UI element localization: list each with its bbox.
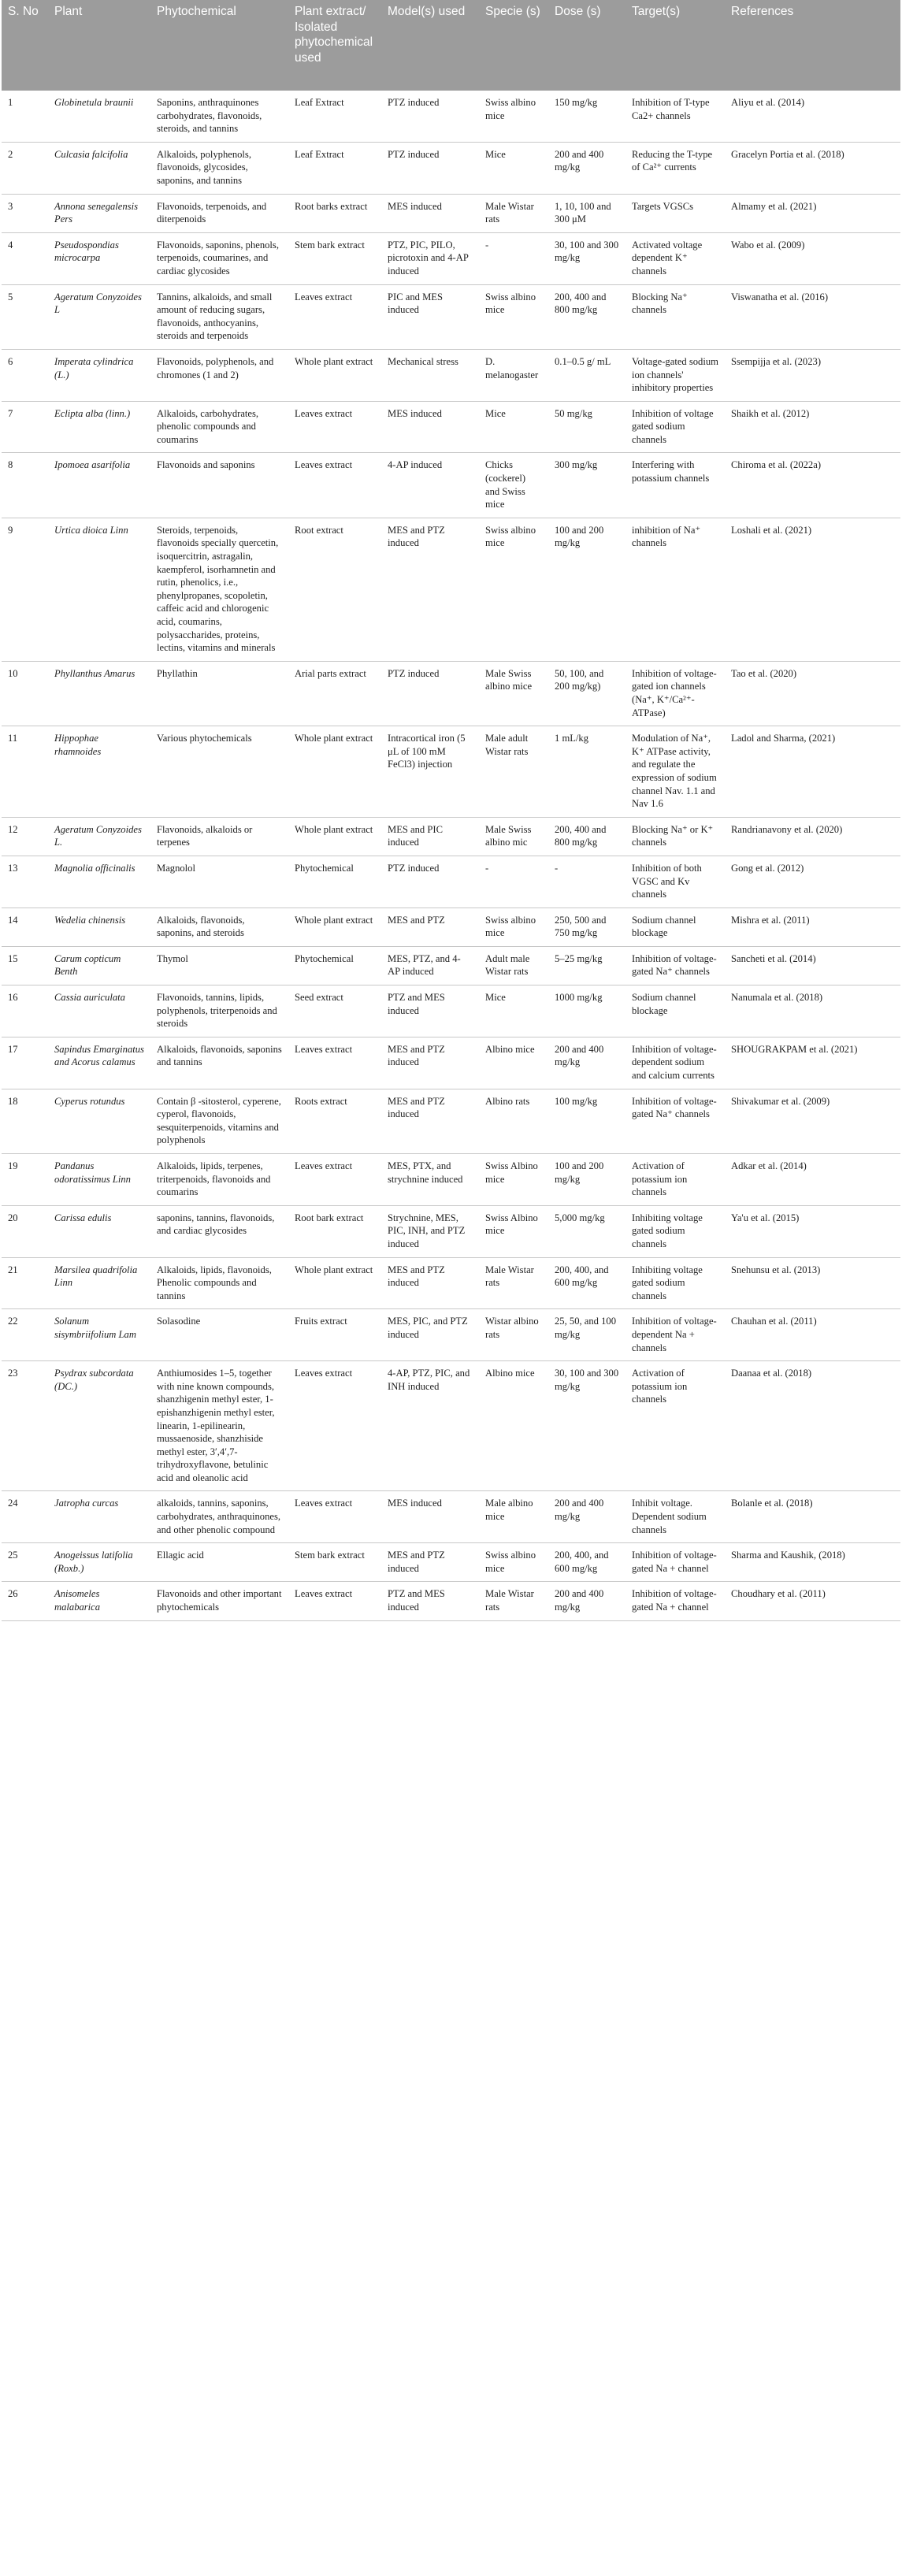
cell-model: Strychnine, MES, PIC, INH, and PTZ induced	[381, 1205, 479, 1257]
cell-phytochemical: Solasodine	[150, 1309, 288, 1361]
cell-references: Chiroma et al. (2022a)	[725, 453, 900, 518]
cell-plant: Anisomeles malabarica	[48, 1582, 150, 1620]
cell-extract: Phytochemical	[288, 856, 381, 908]
cell-plant: Annona senegalensis Pers	[48, 194, 150, 232]
cell-model: PTZ induced	[381, 661, 479, 726]
cell-model: MES induced	[381, 194, 479, 232]
table-row	[2, 1205, 900, 1257]
cell-extract: Roots extract	[288, 1089, 381, 1153]
cell-phytochemical: saponins, tannins, flavonoids, and cardiac glycosides	[150, 1205, 288, 1257]
cell-species: Mice	[479, 401, 548, 453]
cell-phytochemical: Alkaloids, lipids, flavonoids, Phenolic compounds and tannins	[150, 1257, 288, 1309]
table-row	[2, 908, 900, 946]
cell-plant: Carum copticum Benth	[48, 946, 150, 985]
table-row	[2, 1257, 900, 1309]
cell-target: Blocking Na⁺ channels	[625, 284, 725, 349]
cell-species: Albino mice	[479, 1361, 548, 1491]
cell-target: Inhibition of voltage-dependent Na + channels	[625, 1309, 725, 1361]
cell-target: Voltage-gated sodium ion channels' inhibitory properties	[625, 349, 725, 401]
cell-plant: Pseudospondias microcarpa	[48, 232, 150, 284]
cell-plant: Anogeissus latifolia (Roxb.)	[48, 1543, 150, 1582]
table-row	[2, 1154, 900, 1206]
cell-plant: Pandanus odoratissimus Linn	[48, 1154, 150, 1206]
cell-extract: Leaves extract	[288, 284, 381, 349]
cell-references: Viswanatha et al. (2016)	[725, 284, 900, 349]
table-row	[2, 194, 900, 232]
table-row	[2, 726, 900, 818]
cell-extract: Fruits extract	[288, 1309, 381, 1361]
cell-extract: Leaves extract	[288, 401, 381, 453]
cell-target: inhibition of Na⁺ channels	[625, 518, 725, 661]
cell-target: Inhibition of voltage-gated Na + channel	[625, 1543, 725, 1582]
cell-target: Activated voltage dependent K⁺ channels	[625, 232, 725, 284]
cell-model: MES, PIC, and PTZ induced	[381, 1309, 479, 1361]
cell-species: Male Wistar rats	[479, 1582, 548, 1620]
cell-references: Gracelyn Portia et al. (2018)	[725, 142, 900, 194]
cell-dose: 25, 50, and 100 mg/kg	[548, 1309, 625, 1361]
cell-references: Bolanle et al. (2018)	[725, 1491, 900, 1543]
cell-references: Ya'u et al. (2015)	[725, 1205, 900, 1257]
cell-target: Inhibition of voltage-gated ion channels (Na⁺, K⁺/Ca²⁺-ATPase)	[625, 661, 725, 726]
table-row	[2, 401, 900, 453]
cell-sno: 25	[2, 1543, 48, 1582]
cell-references: Chauhan et al. (2011)	[725, 1309, 900, 1361]
cell-target: Inhibition of voltage-dependent sodium and calcium currents	[625, 1037, 725, 1089]
cell-sno: 12	[2, 817, 48, 856]
cell-species: -	[479, 856, 548, 908]
cell-model: PIC and MES induced	[381, 284, 479, 349]
cell-species: Swiss albino mice	[479, 518, 548, 661]
cell-dose: 200 and 400 mg/kg	[548, 1582, 625, 1620]
cell-target: Sodium channel blockage	[625, 908, 725, 946]
cell-dose: 0.1–0.5 g/ mL	[548, 349, 625, 401]
cell-plant: Magnolia officinalis	[48, 856, 150, 908]
cell-extract: Leaves extract	[288, 1037, 381, 1089]
cell-plant: Ageratum Conyzoides L	[48, 284, 150, 349]
cell-sno: 3	[2, 194, 48, 232]
cell-target: Inhibiting voltage gated sodium channels	[625, 1257, 725, 1309]
cell-model: PTZ induced	[381, 142, 479, 194]
cell-references: Adkar et al. (2014)	[725, 1154, 900, 1206]
table-row	[2, 232, 900, 284]
cell-dose: 200, 400 and 800 mg/kg	[548, 284, 625, 349]
cell-phytochemical: alkaloids, tannins, saponins, carbohydrates, anthraquinones, and other phenolic compound	[150, 1491, 288, 1543]
cell-references: Sharma and Kaushik, (2018)	[725, 1543, 900, 1582]
cell-species: Adult male Wistar rats	[479, 946, 548, 985]
cell-dose: 50 mg/kg	[548, 401, 625, 453]
cell-dose: 1 mL/kg	[548, 726, 625, 818]
table-row	[2, 284, 900, 349]
cell-sno: 14	[2, 908, 48, 946]
cell-model: MES induced	[381, 401, 479, 453]
table-row	[2, 985, 900, 1037]
cell-sno: 22	[2, 1309, 48, 1361]
cell-model: MES and PIC induced	[381, 817, 479, 856]
cell-phytochemical: Contain β -sitosterol, cyperene, cyperol, flavonoids, sesquiterpenoids, vitamins and polyphenols	[150, 1089, 288, 1153]
cell-references: Nanumala et al. (2018)	[725, 985, 900, 1037]
cell-sno: 19	[2, 1154, 48, 1206]
cell-dose: 200, 400 and 800 mg/kg	[548, 817, 625, 856]
cell-extract: Leaves extract	[288, 1154, 381, 1206]
cell-model: MES induced	[381, 1491, 479, 1543]
header-sno: S. No	[2, 0, 48, 91]
cell-extract: Whole plant extract	[288, 817, 381, 856]
cell-plant: Marsilea quadrifolia Linn	[48, 1257, 150, 1309]
cell-target: Inhibit voltage. Dependent sodium channels	[625, 1491, 725, 1543]
cell-target: Activation of potassium ion channels	[625, 1361, 725, 1491]
cell-extract: Whole plant extract	[288, 349, 381, 401]
cell-model: MES, PTX, and strychnine induced	[381, 1154, 479, 1206]
table-row	[2, 142, 900, 194]
cell-model: PTZ and MES induced	[381, 1582, 479, 1620]
cell-references: Tao et al. (2020)	[725, 661, 900, 726]
cell-references: Randrianavony et al. (2020)	[725, 817, 900, 856]
cell-plant: Imperata cylindrica (L.)	[48, 349, 150, 401]
cell-species: Swiss albino mice	[479, 91, 548, 142]
cell-dose: 50, 100, and 200 mg/kg)	[548, 661, 625, 726]
table-row	[2, 856, 900, 908]
cell-sno: 20	[2, 1205, 48, 1257]
cell-sno: 6	[2, 349, 48, 401]
cell-sno: 4	[2, 232, 48, 284]
cell-dose: 300 mg/kg	[548, 453, 625, 518]
cell-dose: -	[548, 856, 625, 908]
cell-plant: Wedelia chinensis	[48, 908, 150, 946]
cell-references: Wabo et al. (2009)	[725, 232, 900, 284]
cell-sno: 5	[2, 284, 48, 349]
cell-dose: 5,000 mg/kg	[548, 1205, 625, 1257]
cell-plant: Cassia auriculata	[48, 985, 150, 1037]
cell-target: Inhibiting voltage gated sodium channels	[625, 1205, 725, 1257]
cell-species: -	[479, 232, 548, 284]
cell-model: PTZ, PIC, PILO, picrotoxin and 4-AP induced	[381, 232, 479, 284]
cell-references: Sancheti et al. (2014)	[725, 946, 900, 985]
cell-references: Ladol and Sharma, (2021)	[725, 726, 900, 818]
table-row	[2, 518, 900, 661]
cell-references: Gong et al. (2012)	[725, 856, 900, 908]
cell-phytochemical: Magnolol	[150, 856, 288, 908]
table-row	[2, 817, 900, 856]
cell-references: Loshali et al. (2021)	[725, 518, 900, 661]
cell-sno: 16	[2, 985, 48, 1037]
cell-model: MES and PTZ induced	[381, 1037, 479, 1089]
cell-model: MES and PTZ induced	[381, 518, 479, 661]
cell-dose: 30, 100 and 300 mg/kg	[548, 1361, 625, 1491]
cell-dose: 100 and 200 mg/kg	[548, 518, 625, 661]
cell-extract: Phytochemical	[288, 946, 381, 985]
cell-model: 4-AP induced	[381, 453, 479, 518]
table-row	[2, 1491, 900, 1543]
cell-dose: 200 and 400 mg/kg	[548, 1037, 625, 1089]
cell-target: Reducing the T-type of Ca²⁺ currents	[625, 142, 725, 194]
cell-sno: 2	[2, 142, 48, 194]
cell-references: Shivakumar et al. (2009)	[725, 1089, 900, 1153]
cell-model: MES and PTZ induced	[381, 1089, 479, 1153]
cell-plant: Jatropha curcas	[48, 1491, 150, 1543]
cell-plant: Urtica dioica Linn	[48, 518, 150, 661]
table-row	[2, 1089, 900, 1153]
cell-target: Inhibition of T-type Ca2+ channels	[625, 91, 725, 142]
header-references: References	[725, 0, 900, 91]
cell-model: MES and PTZ induced	[381, 1257, 479, 1309]
cell-target: Modulation of Na⁺, K⁺ ATPase activity, and regulate the expression of sodium channel Nav. 1.1 and Nav 1.6	[625, 726, 725, 818]
cell-sno: 13	[2, 856, 48, 908]
cell-phytochemical: Flavonoids, saponins, phenols, terpenoids, coumarines, and cardiac glycosides	[150, 232, 288, 284]
cell-references: SHOUGRAKPAM et al. (2021)	[725, 1037, 900, 1089]
cell-sno: 11	[2, 726, 48, 818]
cell-plant: Psydrax subcordata (DC.)	[48, 1361, 150, 1491]
cell-extract: Stem bark extract	[288, 232, 381, 284]
table-row	[2, 349, 900, 401]
cell-sno: 18	[2, 1089, 48, 1153]
cell-target: Blocking Na⁺ or K⁺ channels	[625, 817, 725, 856]
cell-dose: 200, 400, and 600 mg/kg	[548, 1543, 625, 1582]
cell-plant: Hippophae rhamnoides	[48, 726, 150, 818]
cell-extract: Leaves extract	[288, 1491, 381, 1543]
cell-model: 4-AP, PTZ, PIC, and INH induced	[381, 1361, 479, 1491]
cell-species: Swiss Albino mice	[479, 1154, 548, 1206]
table-body	[2, 91, 900, 1620]
cell-extract: Root barks extract	[288, 194, 381, 232]
table-row	[2, 1037, 900, 1089]
cell-extract: Leaves extract	[288, 1361, 381, 1491]
cell-phytochemical: Ellagic acid	[150, 1543, 288, 1582]
cell-model: PTZ and MES induced	[381, 985, 479, 1037]
cell-phytochemical: Alkaloids, flavonoids, saponins and tannins	[150, 1037, 288, 1089]
cell-extract: Stem bark extract	[288, 1543, 381, 1582]
cell-phytochemical: Flavonoids, terpenoids, and diterpenoids	[150, 194, 288, 232]
cell-dose: 200, 400, and 600 mg/kg	[548, 1257, 625, 1309]
cell-model: PTZ induced	[381, 856, 479, 908]
cell-target: Inhibition of voltage-gated Na⁺ channels	[625, 1089, 725, 1153]
table-row	[2, 1361, 900, 1491]
header-species: Specie (s)	[479, 0, 548, 91]
cell-target: Inhibition of voltage-gated Na + channel	[625, 1582, 725, 1620]
table-row	[2, 1309, 900, 1361]
header-phytochemical: Phytochemical	[150, 0, 288, 91]
cell-phytochemical: Thymol	[150, 946, 288, 985]
cell-plant: Ageratum Conyzoides L.	[48, 817, 150, 856]
cell-target: Targets VGSCs	[625, 194, 725, 232]
cell-phytochemical: Flavonoids, tannins, lipids, polyphenols, triterpenoids and steroids	[150, 985, 288, 1037]
cell-references: Snehunsu et al. (2013)	[725, 1257, 900, 1309]
cell-target: Sodium channel blockage	[625, 985, 725, 1037]
cell-species: Swiss albino mice	[479, 284, 548, 349]
cell-target: Interfering with potassium channels	[625, 453, 725, 518]
cell-plant: Eclipta alba (linn.)	[48, 401, 150, 453]
cell-phytochemical: Tannins, alkaloids, and small amount of reducing sugars, flavonoids, anthocyanins, steroids and terpenoids	[150, 284, 288, 349]
phytochemicals-table	[2, 0, 900, 1621]
cell-sno: 24	[2, 1491, 48, 1543]
cell-species: Albino rats	[479, 1089, 548, 1153]
cell-extract: Whole plant extract	[288, 908, 381, 946]
header-dose: Dose (s)	[548, 0, 625, 91]
cell-sno: 8	[2, 453, 48, 518]
cell-plant: Culcasia falcifolia	[48, 142, 150, 194]
cell-dose: 1000 mg/kg	[548, 985, 625, 1037]
cell-dose: 30, 100 and 300 mg/kg	[548, 232, 625, 284]
cell-phytochemical: Steroids, terpenoids, flavonoids specially quercetin, isoquercitrin, astragalin, kaempferol, isorhamnetin and rutin, phenolics, i.e., phenylpropanes, scopoletin, caffeic acid and chlorogenic acid, coumarins, polysaccharides, proteins, lectins, vitamins and minerals	[150, 518, 288, 661]
table-row	[2, 91, 900, 142]
cell-plant: Phyllanthus Amarus	[48, 661, 150, 726]
cell-dose: 200 and 400 mg/kg	[548, 142, 625, 194]
cell-dose: 250, 500 and 750 mg/kg	[548, 908, 625, 946]
cell-species: Swiss albino mice	[479, 1543, 548, 1582]
table-row	[2, 661, 900, 726]
cell-phytochemical: Saponins, anthraquinones carbohydrates, flavonoids, steroids, and tannins	[150, 91, 288, 142]
cell-target: Activation of potassium ion channels	[625, 1154, 725, 1206]
cell-species: Albino mice	[479, 1037, 548, 1089]
cell-references: Almamy et al. (2021)	[725, 194, 900, 232]
cell-target: Inhibition of voltage-gated Na⁺ channels	[625, 946, 725, 985]
table-row	[2, 1582, 900, 1620]
cell-target: Inhibition of voltage gated sodium channels	[625, 401, 725, 453]
cell-phytochemical: Flavonoids and saponins	[150, 453, 288, 518]
table-header-row	[2, 0, 900, 91]
cell-species: Male adult Wistar rats	[479, 726, 548, 818]
cell-phytochemical: Flavonoids, alkaloids or terpenes	[150, 817, 288, 856]
cell-dose: 5–25 mg/kg	[548, 946, 625, 985]
cell-sno: 17	[2, 1037, 48, 1089]
table-row	[2, 946, 900, 985]
header-extract: Plant extract/ Isolated phytochemical used	[288, 0, 381, 91]
cell-phytochemical: Phyllathin	[150, 661, 288, 726]
cell-model: Intracortical iron (5 μL of 100 mM FeCl3) injection	[381, 726, 479, 818]
header-target: Target(s)	[625, 0, 725, 91]
cell-references: Choudhary et al. (2011)	[725, 1582, 900, 1620]
cell-sno: 23	[2, 1361, 48, 1491]
table-row	[2, 1543, 900, 1582]
cell-phytochemical: Anthiumosides 1–5, together with nine known compounds, shanzhigenin methyl ester, 1-epishanzhigenin methyl ester, linearin, 1-epilinearin, mussaenoside, shanzhiside methyl ester, 3′,4′,7-trihydroxyflavone, betulinic acid and oleanolic acid	[150, 1361, 288, 1491]
cell-species: D. melanogaster	[479, 349, 548, 401]
cell-species: Male Swiss albino mic	[479, 817, 548, 856]
cell-species: Male albino mice	[479, 1491, 548, 1543]
cell-sno: 7	[2, 401, 48, 453]
cell-species: Male Swiss albino mice	[479, 661, 548, 726]
cell-model: MES and PTZ	[381, 908, 479, 946]
header-model: Model(s) used	[381, 0, 479, 91]
cell-species: Swiss Albino mice	[479, 1205, 548, 1257]
cell-references: Ssempijja et al. (2023)	[725, 349, 900, 401]
cell-phytochemical: Flavonoids, polyphenols, and chromones (1 and 2)	[150, 349, 288, 401]
cell-model: Mechanical stress	[381, 349, 479, 401]
cell-species: Wistar albino rats	[479, 1309, 548, 1361]
table-row	[2, 453, 900, 518]
cell-sno: 10	[2, 661, 48, 726]
cell-dose: 200 and 400 mg/kg	[548, 1491, 625, 1543]
cell-dose: 1, 10, 100 and 300 μM	[548, 194, 625, 232]
cell-extract: Leaves extract	[288, 453, 381, 518]
cell-phytochemical: Alkaloids, polyphenols, flavonoids, glycosides, saponins, and tannins	[150, 142, 288, 194]
cell-species: Mice	[479, 142, 548, 194]
cell-extract: Whole plant extract	[288, 1257, 381, 1309]
cell-dose: 150 mg/kg	[548, 91, 625, 142]
cell-references: Mishra et al. (2011)	[725, 908, 900, 946]
cell-plant: Globinetula braunii	[48, 91, 150, 142]
header-plant: Plant	[48, 0, 150, 91]
cell-extract: Root bark extract	[288, 1205, 381, 1257]
cell-species: Chicks (cockerel) and Swiss mice	[479, 453, 548, 518]
cell-dose: 100 mg/kg	[548, 1089, 625, 1153]
cell-extract: Leaf Extract	[288, 142, 381, 194]
cell-phytochemical: Alkaloids, lipids, terpenes, triterpenoids, flavonoids and coumarins	[150, 1154, 288, 1206]
cell-references: Aliyu et al. (2014)	[725, 91, 900, 142]
cell-dose: 100 and 200 mg/kg	[548, 1154, 625, 1206]
cell-extract: Seed extract	[288, 985, 381, 1037]
cell-sno: 9	[2, 518, 48, 661]
cell-plant: Ipomoea asarifolia	[48, 453, 150, 518]
cell-phytochemical: Flavonoids and other important phytochemicals	[150, 1582, 288, 1620]
cell-extract: Arial parts extract	[288, 661, 381, 726]
cell-plant: Carissa edulis	[48, 1205, 150, 1257]
cell-plant: Cyperus rotundus	[48, 1089, 150, 1153]
cell-model: MES and PTZ induced	[381, 1543, 479, 1582]
cell-plant: Solanum sisymbriifolium Lam	[48, 1309, 150, 1361]
cell-references: Shaikh et al. (2012)	[725, 401, 900, 453]
cell-target: Inhibition of both VGSC and Kv channels	[625, 856, 725, 908]
cell-sno: 21	[2, 1257, 48, 1309]
cell-phytochemical: Various phytochemicals	[150, 726, 288, 818]
cell-sno: 26	[2, 1582, 48, 1620]
cell-references: Daanaa et al. (2018)	[725, 1361, 900, 1491]
cell-species: Male Wistar rats	[479, 1257, 548, 1309]
cell-phytochemical: Alkaloids, flavonoids, saponins, and steroids	[150, 908, 288, 946]
cell-plant: Sapindus Emarginatus and Acorus calamus	[48, 1037, 150, 1089]
cell-extract: Whole plant extract	[288, 726, 381, 818]
cell-model: MES, PTZ, and 4-AP induced	[381, 946, 479, 985]
cell-extract: Leaf Extract	[288, 91, 381, 142]
cell-phytochemical: Alkaloids, carbohydrates, phenolic compounds and coumarins	[150, 401, 288, 453]
cell-species: Male Wistar rats	[479, 194, 548, 232]
cell-sno: 15	[2, 946, 48, 985]
cell-sno: 1	[2, 91, 48, 142]
cell-model: PTZ induced	[381, 91, 479, 142]
cell-extract: Leaves extract	[288, 1582, 381, 1620]
cell-species: Swiss albino mice	[479, 908, 548, 946]
cell-extract: Root extract	[288, 518, 381, 661]
cell-species: Mice	[479, 985, 548, 1037]
